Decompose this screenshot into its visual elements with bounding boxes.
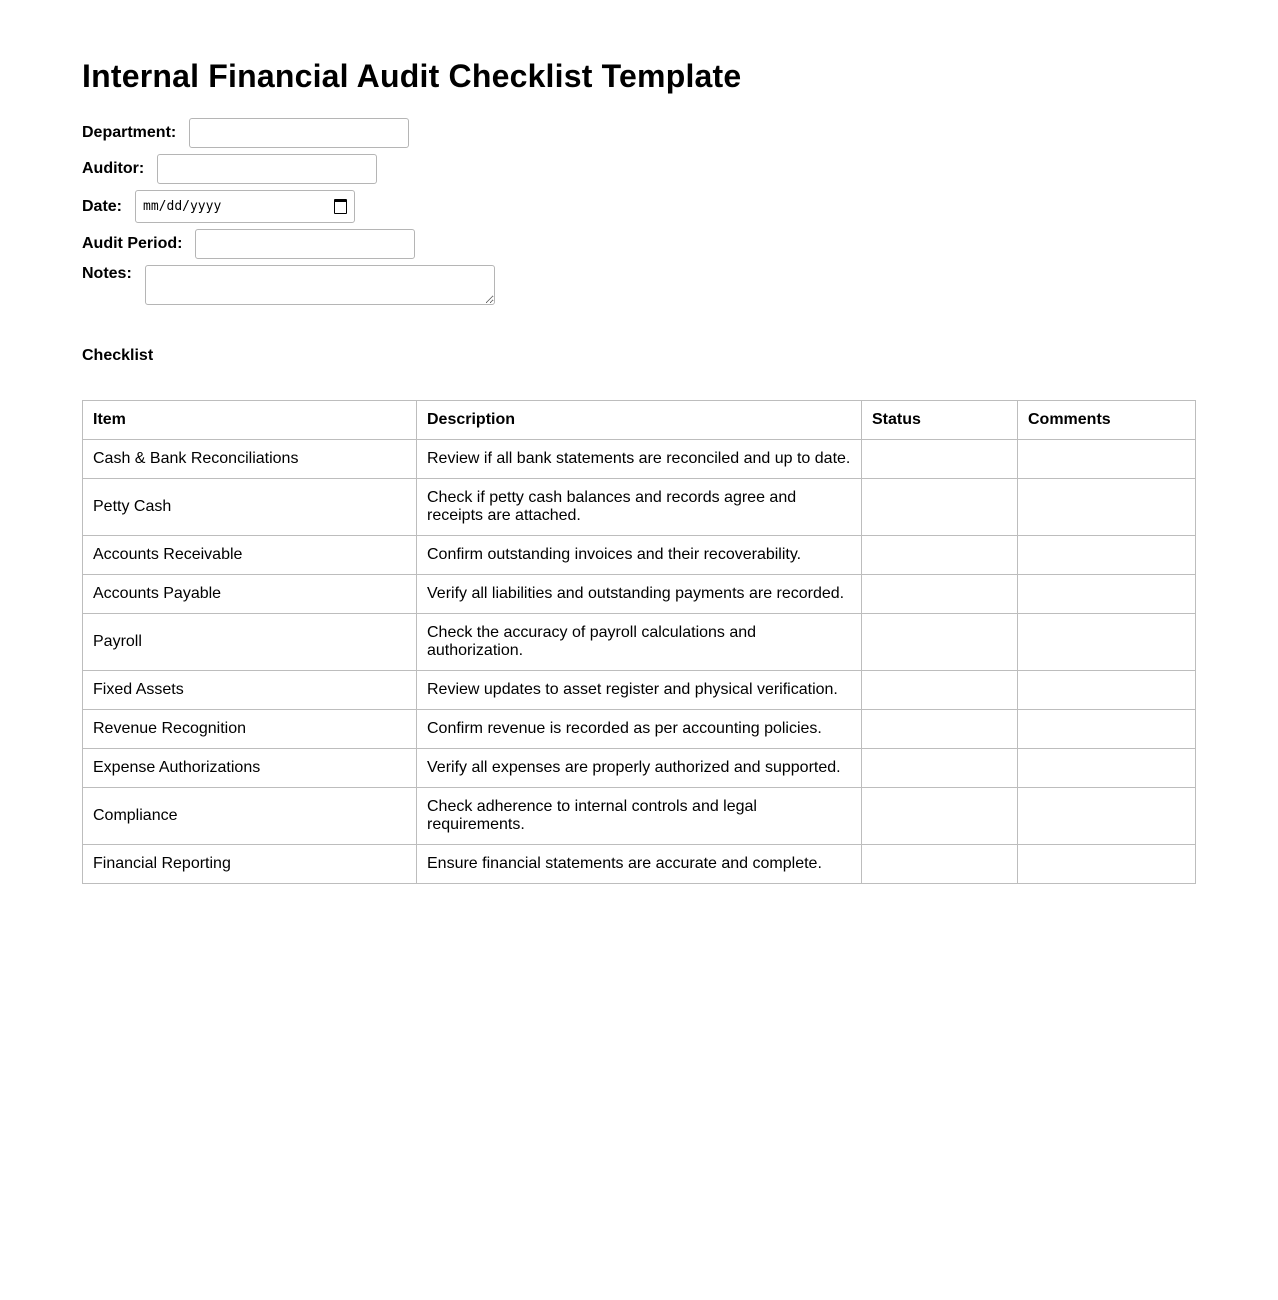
item-cell: Compliance <box>83 788 417 845</box>
column-header-status: Status <box>862 401 1018 440</box>
column-header-description: Description <box>417 401 862 440</box>
table-row <box>83 710 1196 749</box>
comments-cell[interactable] <box>1018 749 1196 788</box>
checklist-heading: Checklist <box>82 347 154 364</box>
audit-period-input[interactable] <box>195 229 415 259</box>
status-cell[interactable] <box>862 440 1018 479</box>
comments-cell[interactable] <box>1018 614 1196 671</box>
table-row <box>83 440 1196 479</box>
description-cell: Review if all bank statements are reconciled and up to date. <box>417 440 862 479</box>
notes-field-group <box>82 265 495 305</box>
status-cell[interactable] <box>862 749 1018 788</box>
notes-label: Notes: <box>82 265 132 282</box>
comments-cell[interactable] <box>1018 479 1196 536</box>
item-cell: Financial Reporting <box>83 845 417 884</box>
item-cell: Expense Authorizations <box>83 749 417 788</box>
table-row <box>83 614 1196 671</box>
description-cell: Check adherence to internal controls and legal requirements. <box>417 788 862 845</box>
auditor-field-group <box>82 154 377 184</box>
status-cell[interactable] <box>862 788 1018 845</box>
calendar-icon[interactable] <box>334 199 347 214</box>
comments-cell[interactable] <box>1018 845 1196 884</box>
checklist-table <box>82 400 1196 884</box>
description-cell: Confirm outstanding invoices and their recoverability. <box>417 536 862 575</box>
table-row <box>83 845 1196 884</box>
table-row <box>83 575 1196 614</box>
table-row <box>83 749 1196 788</box>
status-cell[interactable] <box>862 575 1018 614</box>
auditor-label: Auditor: <box>82 160 145 177</box>
item-cell: Cash & Bank Reconciliations <box>83 440 417 479</box>
table-header-row <box>83 401 1196 440</box>
item-cell: Petty Cash <box>83 479 417 536</box>
description-cell: Check if petty cash balances and records agree and receipts are attached. <box>417 479 862 536</box>
description-cell: Ensure financial statements are accurate and complete. <box>417 845 862 884</box>
item-cell: Accounts Payable <box>83 575 417 614</box>
department-field-group <box>82 118 409 148</box>
date-input[interactable] <box>135 190 355 223</box>
status-cell[interactable] <box>862 614 1018 671</box>
item-cell: Payroll <box>83 614 417 671</box>
date-label: Date: <box>82 197 123 215</box>
status-cell[interactable] <box>862 671 1018 710</box>
description-cell: Verify all liabilities and outstanding payments are recorded. <box>417 575 862 614</box>
auditor-input[interactable] <box>157 154 377 184</box>
column-header-item: Item <box>83 401 417 440</box>
table-row <box>83 479 1196 536</box>
table-row <box>83 536 1196 575</box>
description-cell: Check the accuracy of payroll calculations and authorization. <box>417 614 862 671</box>
table-row <box>83 671 1196 710</box>
comments-cell[interactable] <box>1018 536 1196 575</box>
description-cell: Verify all expenses are properly authorized and supported. <box>417 749 862 788</box>
department-label: Department: <box>82 124 177 141</box>
audit-period-label: Audit Period: <box>82 235 183 252</box>
comments-cell[interactable] <box>1018 671 1196 710</box>
date-field-group <box>82 190 355 223</box>
comments-cell[interactable] <box>1018 788 1196 845</box>
department-input[interactable] <box>189 118 409 148</box>
table-row <box>83 788 1196 845</box>
item-cell: Fixed Assets <box>83 671 417 710</box>
comments-cell[interactable] <box>1018 710 1196 749</box>
page-title: Internal Financial Audit Checklist Template <box>82 58 742 94</box>
comments-cell[interactable] <box>1018 575 1196 614</box>
status-cell[interactable] <box>862 845 1018 884</box>
item-cell: Accounts Receivable <box>83 536 417 575</box>
audit-period-field-group <box>82 229 415 259</box>
description-cell: Confirm revenue is recorded as per accounting policies. <box>417 710 862 749</box>
column-header-comments: Comments <box>1018 401 1196 440</box>
status-cell[interactable] <box>862 536 1018 575</box>
status-cell[interactable] <box>862 479 1018 536</box>
comments-cell[interactable] <box>1018 440 1196 479</box>
notes-textarea[interactable] <box>145 265 495 305</box>
item-cell: Revenue Recognition <box>83 710 417 749</box>
date-placeholder: mm/dd/yyyy <box>143 199 222 214</box>
description-cell: Review updates to asset register and physical verification. <box>417 671 862 710</box>
status-cell[interactable] <box>862 710 1018 749</box>
